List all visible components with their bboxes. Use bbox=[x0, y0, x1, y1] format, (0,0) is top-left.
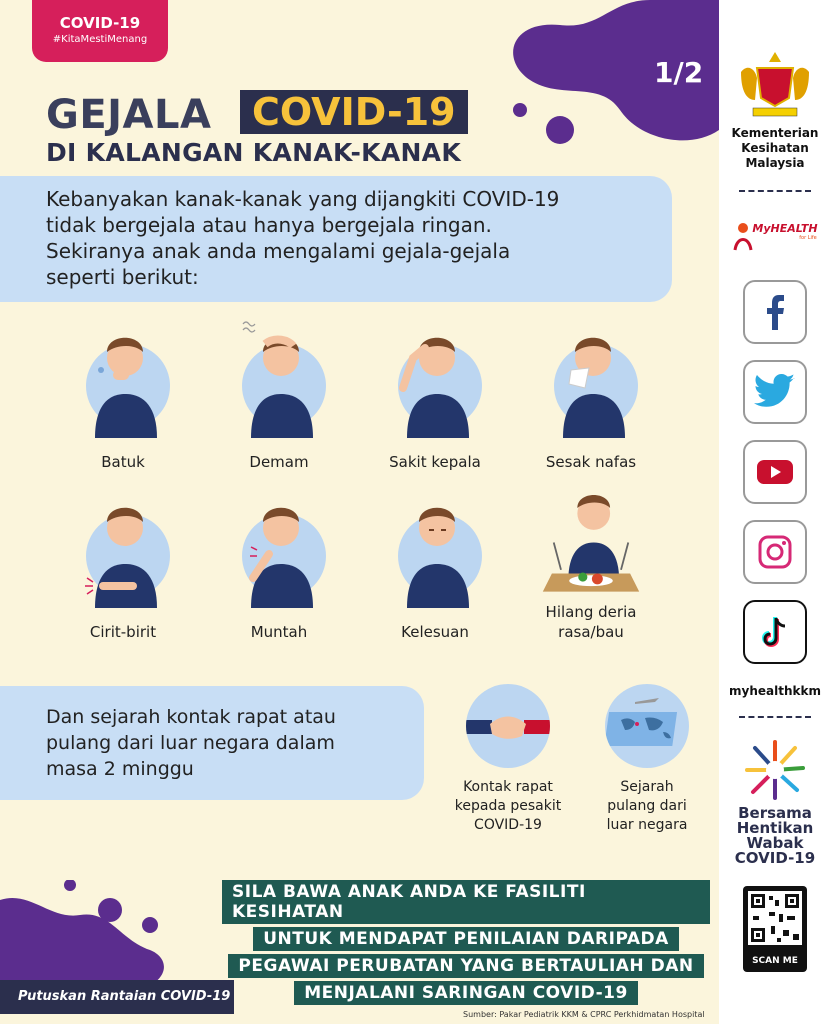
symptom-fatigue bbox=[380, 488, 490, 642]
ministry-line: Malaysia bbox=[745, 156, 805, 170]
intro-line: tidak bergejala atau hanya bergejala ringan. bbox=[46, 213, 492, 237]
symptom-label: Sesak nafas bbox=[545, 453, 637, 471]
symptom-label: Kelesuan bbox=[401, 623, 469, 641]
contact-line: Dan sejarah kontak rapat atau bbox=[46, 706, 336, 728]
diarrhea-illustration bbox=[73, 488, 173, 608]
myhealth-logo-tag: for Life bbox=[799, 235, 817, 241]
myhealth-logo bbox=[719, 222, 831, 241]
contact-item-line: Kontak rapat bbox=[463, 779, 553, 795]
tiktok-button[interactable] bbox=[743, 600, 807, 664]
campaign-slogan bbox=[719, 806, 831, 866]
symptom-label: Sakit kepala bbox=[389, 453, 481, 471]
campaign-line: COVID-19 bbox=[734, 849, 816, 867]
qr-code-block[interactable] bbox=[743, 886, 807, 972]
travel-item-line: luar negara bbox=[606, 817, 688, 833]
divider bbox=[739, 716, 811, 718]
breathless-illustration bbox=[541, 318, 641, 438]
advice-block bbox=[222, 880, 710, 1008]
intro-line: seperti berikut: bbox=[46, 265, 199, 289]
symptom-loss-taste-smell bbox=[536, 478, 646, 642]
travel-item-line: pulang dari bbox=[607, 798, 687, 814]
footer-tagline: Putuskan Rantaian COVID-19 bbox=[0, 980, 234, 1014]
ministry-line: Kesihatan bbox=[741, 141, 809, 155]
advice-line: MENJALANI SARINGAN COVID-19 bbox=[294, 981, 638, 1005]
symptom-cough bbox=[68, 318, 178, 472]
title-prefix: GEJALA bbox=[46, 92, 212, 138]
cough-illustration bbox=[73, 318, 173, 438]
tiktok-icon bbox=[745, 602, 805, 662]
twitter-button[interactable] bbox=[743, 360, 807, 424]
title-highlight: COVID-19 bbox=[240, 90, 468, 134]
purple-splash-bottom bbox=[0, 880, 200, 990]
badge-hashtag: #KitaMestiMenang bbox=[52, 34, 148, 45]
fatigue-illustration bbox=[385, 488, 485, 608]
badge-title: COVID-19 bbox=[59, 14, 141, 32]
campaign-line: Hentikan bbox=[736, 819, 814, 837]
contact-history-box bbox=[0, 686, 424, 800]
contact-item-line: COVID-19 bbox=[474, 817, 542, 833]
travel-item-line: Sejarah bbox=[620, 779, 674, 795]
world-map-icon bbox=[605, 684, 689, 768]
intro-box bbox=[0, 176, 672, 302]
myhealth-logo-text: MyHEALTH bbox=[752, 222, 818, 235]
social-handle[interactable]: myhealthkkm bbox=[729, 684, 821, 698]
ministry-crest-icon bbox=[737, 48, 813, 120]
contact-close-item bbox=[438, 684, 578, 835]
symptom-label: Muntah bbox=[250, 623, 308, 641]
covid-badge bbox=[32, 0, 168, 62]
twitter-icon bbox=[745, 362, 805, 422]
symptom-breathless bbox=[536, 318, 646, 472]
contact-line: masa 2 minggu bbox=[46, 758, 194, 780]
myhealth-figure-icon bbox=[733, 222, 753, 252]
qr-label: SCAN ME bbox=[752, 956, 798, 966]
title-subtitle: DI KALANGAN KANAK-KANAK bbox=[46, 138, 462, 167]
intro-line: Kebanyakan kanak-kanak yang dijangkiti COVID-19 bbox=[46, 187, 560, 211]
campaign-burst-icon bbox=[743, 738, 807, 802]
symptom-headache bbox=[380, 318, 490, 472]
youtube-icon bbox=[745, 442, 805, 502]
symptom-fever bbox=[224, 318, 334, 472]
campaign-line: Wabak bbox=[746, 834, 804, 852]
source-credit: Sumber: Pakar Pediatrik KKM & CPRC Perkhidmatan Hospital bbox=[463, 1010, 705, 1019]
symptom-vomit bbox=[224, 488, 334, 642]
handshake-icon bbox=[466, 684, 550, 768]
symptom-label: Demam bbox=[249, 453, 309, 471]
travel-circle bbox=[605, 684, 689, 768]
symptom-label: Cirit-birit bbox=[89, 623, 157, 641]
handshake-circle bbox=[466, 684, 550, 768]
divider bbox=[739, 190, 811, 192]
campaign-line: Bersama bbox=[738, 804, 812, 822]
ministry-line: Kementerian bbox=[731, 126, 819, 140]
sidebar bbox=[719, 0, 831, 1024]
ministry-name bbox=[719, 126, 831, 171]
intro-line: Sekiranya anak anda mengalami gejala-gejala bbox=[46, 239, 511, 263]
vomit-illustration bbox=[229, 488, 329, 608]
fever-illustration bbox=[229, 318, 329, 438]
facebook-icon bbox=[745, 282, 805, 342]
symptom-label: Hilang deria rasa/bau bbox=[545, 603, 637, 641]
qr-code-icon bbox=[743, 886, 807, 952]
instagram-icon bbox=[745, 522, 805, 582]
loss-taste-illustration bbox=[541, 478, 641, 598]
facebook-button[interactable] bbox=[743, 280, 807, 344]
contact-item-line: kepada pesakit bbox=[454, 798, 562, 814]
symptom-label: Batuk bbox=[101, 453, 145, 471]
youtube-button[interactable] bbox=[743, 440, 807, 504]
advice-line: SILA BAWA ANAK ANDA KE FASILITI KESIHATAN bbox=[222, 880, 710, 924]
travel-history-item bbox=[577, 684, 717, 835]
page-number: 1/2 bbox=[654, 56, 704, 89]
contact-line: pulang dari luar negara dalam bbox=[46, 732, 335, 754]
symptom-diarrhea bbox=[68, 488, 178, 642]
headache-illustration bbox=[385, 318, 485, 438]
instagram-button[interactable] bbox=[743, 520, 807, 584]
advice-line: PEGAWAI PERUBATAN YANG BERTAULIAH DAN bbox=[228, 954, 703, 978]
advice-line: UNTUK MENDAPAT PENILAIAN DARIPADA bbox=[253, 927, 679, 951]
